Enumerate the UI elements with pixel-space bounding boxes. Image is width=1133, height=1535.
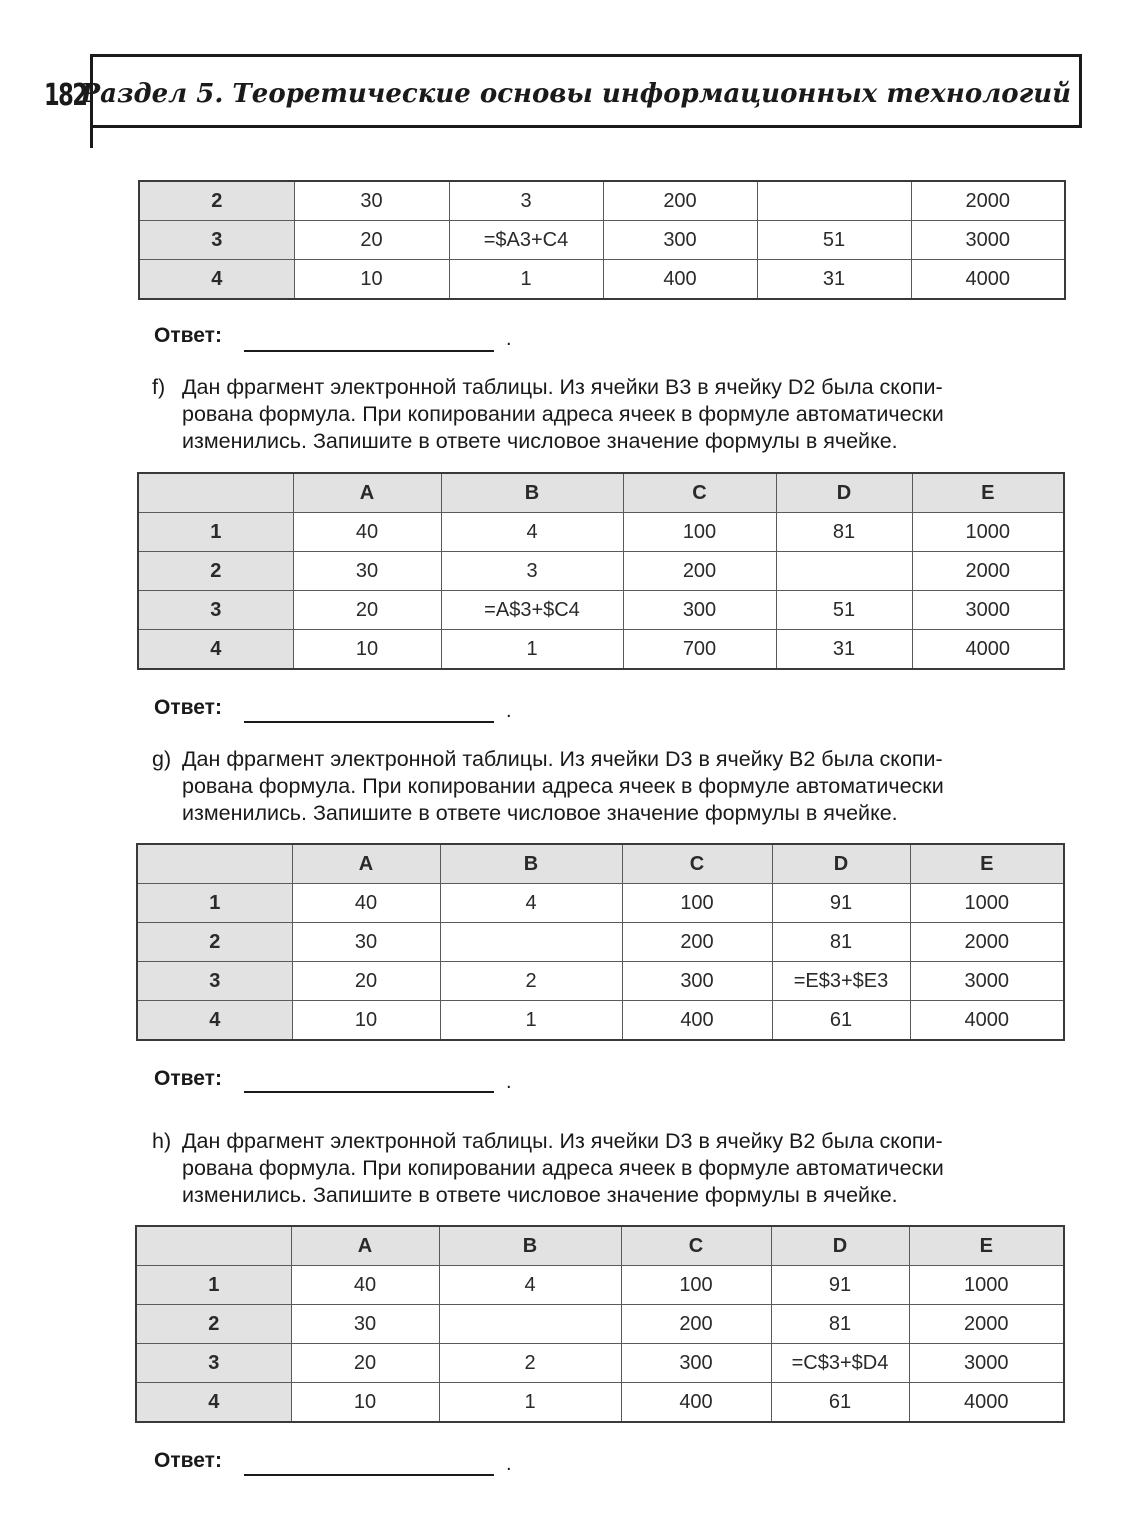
column-header: E (909, 1226, 1064, 1266)
cell (776, 552, 912, 591)
row-header: 3 (136, 1344, 291, 1383)
cell: 300 (622, 962, 772, 1001)
column-header: D (776, 473, 912, 513)
cell: 30 (292, 923, 440, 962)
cell: 400 (622, 1001, 772, 1041)
answer-dot: . (506, 1453, 512, 1475)
row-header: 2 (136, 1305, 291, 1344)
task-text-line: изменились. Запишите в ответе числовое значение формулы в ячейке. (182, 429, 898, 453)
answer-field[interactable] (244, 1091, 494, 1093)
column-header: B (441, 473, 623, 513)
cell: 200 (623, 552, 776, 591)
task-g (152, 746, 1072, 827)
cell: 81 (776, 513, 912, 552)
column-header: D (772, 844, 910, 884)
row-header: 3 (137, 962, 292, 1001)
table-row (137, 962, 1064, 1001)
cell: 51 (757, 221, 911, 260)
cell: 200 (621, 1305, 771, 1344)
answer-label: Ответ: (154, 324, 222, 347)
row-header: 4 (136, 1383, 291, 1423)
cell: 61 (771, 1383, 909, 1423)
cell: =E$3+$E3 (772, 962, 910, 1001)
cell: 2 (439, 1344, 621, 1383)
answer-label: Ответ: (154, 696, 222, 719)
row-header: 3 (138, 591, 293, 630)
table-row (138, 630, 1064, 670)
table-row (138, 552, 1064, 591)
cell: =C$3+$D4 (771, 1344, 909, 1383)
cell: 91 (772, 884, 910, 923)
cell: 100 (623, 513, 776, 552)
cell: 200 (603, 181, 757, 221)
cell: 3 (441, 552, 623, 591)
cell: =A$3+$C4 (441, 591, 623, 630)
cell: 4000 (909, 1383, 1064, 1423)
table-row (139, 260, 1065, 300)
page-number: 182 (44, 78, 87, 113)
column-header: E (912, 473, 1064, 513)
cell: 1 (441, 630, 623, 670)
cell: 3000 (911, 221, 1065, 260)
cell: 81 (772, 923, 910, 962)
cell: 100 (621, 1266, 771, 1305)
section-title: Раздел 5. Теоретические основы информационных технологий (80, 79, 1071, 109)
corner-cell (138, 473, 293, 513)
cell: 100 (622, 884, 772, 923)
cell: 1000 (909, 1266, 1064, 1305)
cell: =$A3+C4 (449, 221, 603, 260)
table-row (136, 1305, 1064, 1344)
cell: 1000 (910, 884, 1064, 923)
cell: 3 (449, 181, 603, 221)
cell: 1000 (912, 513, 1064, 552)
column-header-row (138, 473, 1064, 513)
cell: 40 (293, 513, 441, 552)
cell: 91 (771, 1266, 909, 1305)
table-row (138, 591, 1064, 630)
task-text-line: Дан фрагмент электронной таблицы. Из ячейки B3 в ячейку D2 была скопи- (182, 375, 943, 399)
cell: 20 (291, 1344, 439, 1383)
corner-cell (136, 1226, 291, 1266)
cell: 2000 (909, 1305, 1064, 1344)
task-f (152, 374, 1072, 455)
cell (439, 1305, 621, 1344)
cell: 3000 (912, 591, 1064, 630)
answer-field[interactable] (244, 721, 494, 723)
column-header: C (621, 1226, 771, 1266)
cell: 31 (757, 260, 911, 300)
table-row (136, 1344, 1064, 1383)
cell: 10 (293, 630, 441, 670)
table-row (139, 181, 1065, 221)
column-header: C (623, 473, 776, 513)
table-row (136, 1383, 1064, 1423)
spreadsheet-f (137, 472, 1065, 670)
table-row (138, 513, 1064, 552)
cell: 1 (449, 260, 603, 300)
cell: 51 (776, 591, 912, 630)
cell: 4 (440, 884, 622, 923)
cell: 30 (294, 181, 449, 221)
cell: 300 (603, 221, 757, 260)
task-text-line: рована формула. При копировании адреса ячеек в формуле автоматически (182, 1156, 944, 1180)
cell: 2000 (912, 552, 1064, 591)
column-header: B (440, 844, 622, 884)
cell: 300 (621, 1344, 771, 1383)
answer-dot: . (506, 328, 512, 350)
cell: 10 (291, 1383, 439, 1423)
cell: 4 (441, 513, 623, 552)
row-header: 4 (139, 260, 294, 300)
answer-dot: . (506, 1071, 512, 1093)
cell: 400 (603, 260, 757, 300)
cell: 3000 (910, 962, 1064, 1001)
cell: 10 (292, 1001, 440, 1041)
column-header: D (771, 1226, 909, 1266)
cell: 700 (623, 630, 776, 670)
spreadsheet-g (136, 843, 1065, 1041)
row-header: 4 (138, 630, 293, 670)
cell: 40 (292, 884, 440, 923)
cell: 200 (622, 923, 772, 962)
cell: 10 (294, 260, 449, 300)
table-row (137, 1001, 1064, 1041)
cell: 40 (291, 1266, 439, 1305)
cell: 1 (439, 1383, 621, 1423)
table-row (137, 884, 1064, 923)
cell: 30 (293, 552, 441, 591)
cell: 3000 (909, 1344, 1064, 1383)
cell: 81 (771, 1305, 909, 1344)
table-row (139, 221, 1065, 260)
cell: 4000 (912, 630, 1064, 670)
table-row (136, 1266, 1064, 1305)
table-row (137, 923, 1064, 962)
column-header: C (622, 844, 772, 884)
cell: 61 (772, 1001, 910, 1041)
column-header: B (439, 1226, 621, 1266)
section-header (80, 54, 1082, 128)
row-header: 4 (137, 1001, 292, 1041)
answer-label: Ответ: (154, 1449, 222, 1472)
cell: 20 (294, 221, 449, 260)
task-text-line: изменились. Запишите в ответе числовое значение формулы в ячейке. (182, 1183, 898, 1207)
task-text-line: Дан фрагмент электронной таблицы. Из ячейки D3 в ячейку B2 была скопи- (182, 1129, 943, 1153)
answer-field[interactable] (244, 1474, 494, 1476)
task-letter: h) (152, 1129, 172, 1153)
cell: 30 (291, 1305, 439, 1344)
row-header: 2 (139, 181, 294, 221)
cell (440, 923, 622, 962)
column-header-row (137, 844, 1064, 884)
row-header: 2 (137, 923, 292, 962)
answer-label: Ответ: (154, 1067, 222, 1090)
cell: 4000 (911, 260, 1065, 300)
cell: 20 (293, 591, 441, 630)
spreadsheet-h (135, 1225, 1065, 1423)
column-header: A (291, 1226, 439, 1266)
task-text-line: рована формула. При копировании адреса ячеек в формуле автоматически (182, 402, 944, 426)
task-text-line: Дан фрагмент электронной таблицы. Из ячейки D3 в ячейку B2 была скопи- (182, 747, 943, 771)
cell: 1 (440, 1001, 622, 1041)
column-header: A (293, 473, 441, 513)
cell (757, 181, 911, 221)
spreadsheet-top (138, 180, 1066, 300)
cell: 4000 (910, 1001, 1064, 1041)
column-header: E (910, 844, 1064, 884)
column-header: A (292, 844, 440, 884)
cell: 2000 (910, 923, 1064, 962)
task-letter: f) (152, 375, 166, 399)
row-header: 1 (138, 513, 293, 552)
task-letter: g) (152, 747, 172, 771)
row-header: 2 (138, 552, 293, 591)
task-text-line: изменились. Запишите в ответе числовое значение формулы в ячейке. (182, 801, 898, 825)
cell: 400 (621, 1383, 771, 1423)
answer-field[interactable] (244, 350, 494, 352)
cell: 2000 (911, 181, 1065, 221)
cell: 4 (439, 1266, 621, 1305)
row-header: 3 (139, 221, 294, 260)
task-text-line: рована формула. При копировании адреса ячеек в формуле автоматически (182, 774, 944, 798)
cell: 300 (623, 591, 776, 630)
cell: 31 (776, 630, 912, 670)
cell: 2 (440, 962, 622, 1001)
cell: 20 (292, 962, 440, 1001)
row-header: 1 (137, 884, 292, 923)
answer-dot: . (506, 700, 512, 722)
task-h (152, 1128, 1072, 1209)
column-header-row (136, 1226, 1064, 1266)
row-header: 1 (136, 1266, 291, 1305)
corner-cell (137, 844, 292, 884)
